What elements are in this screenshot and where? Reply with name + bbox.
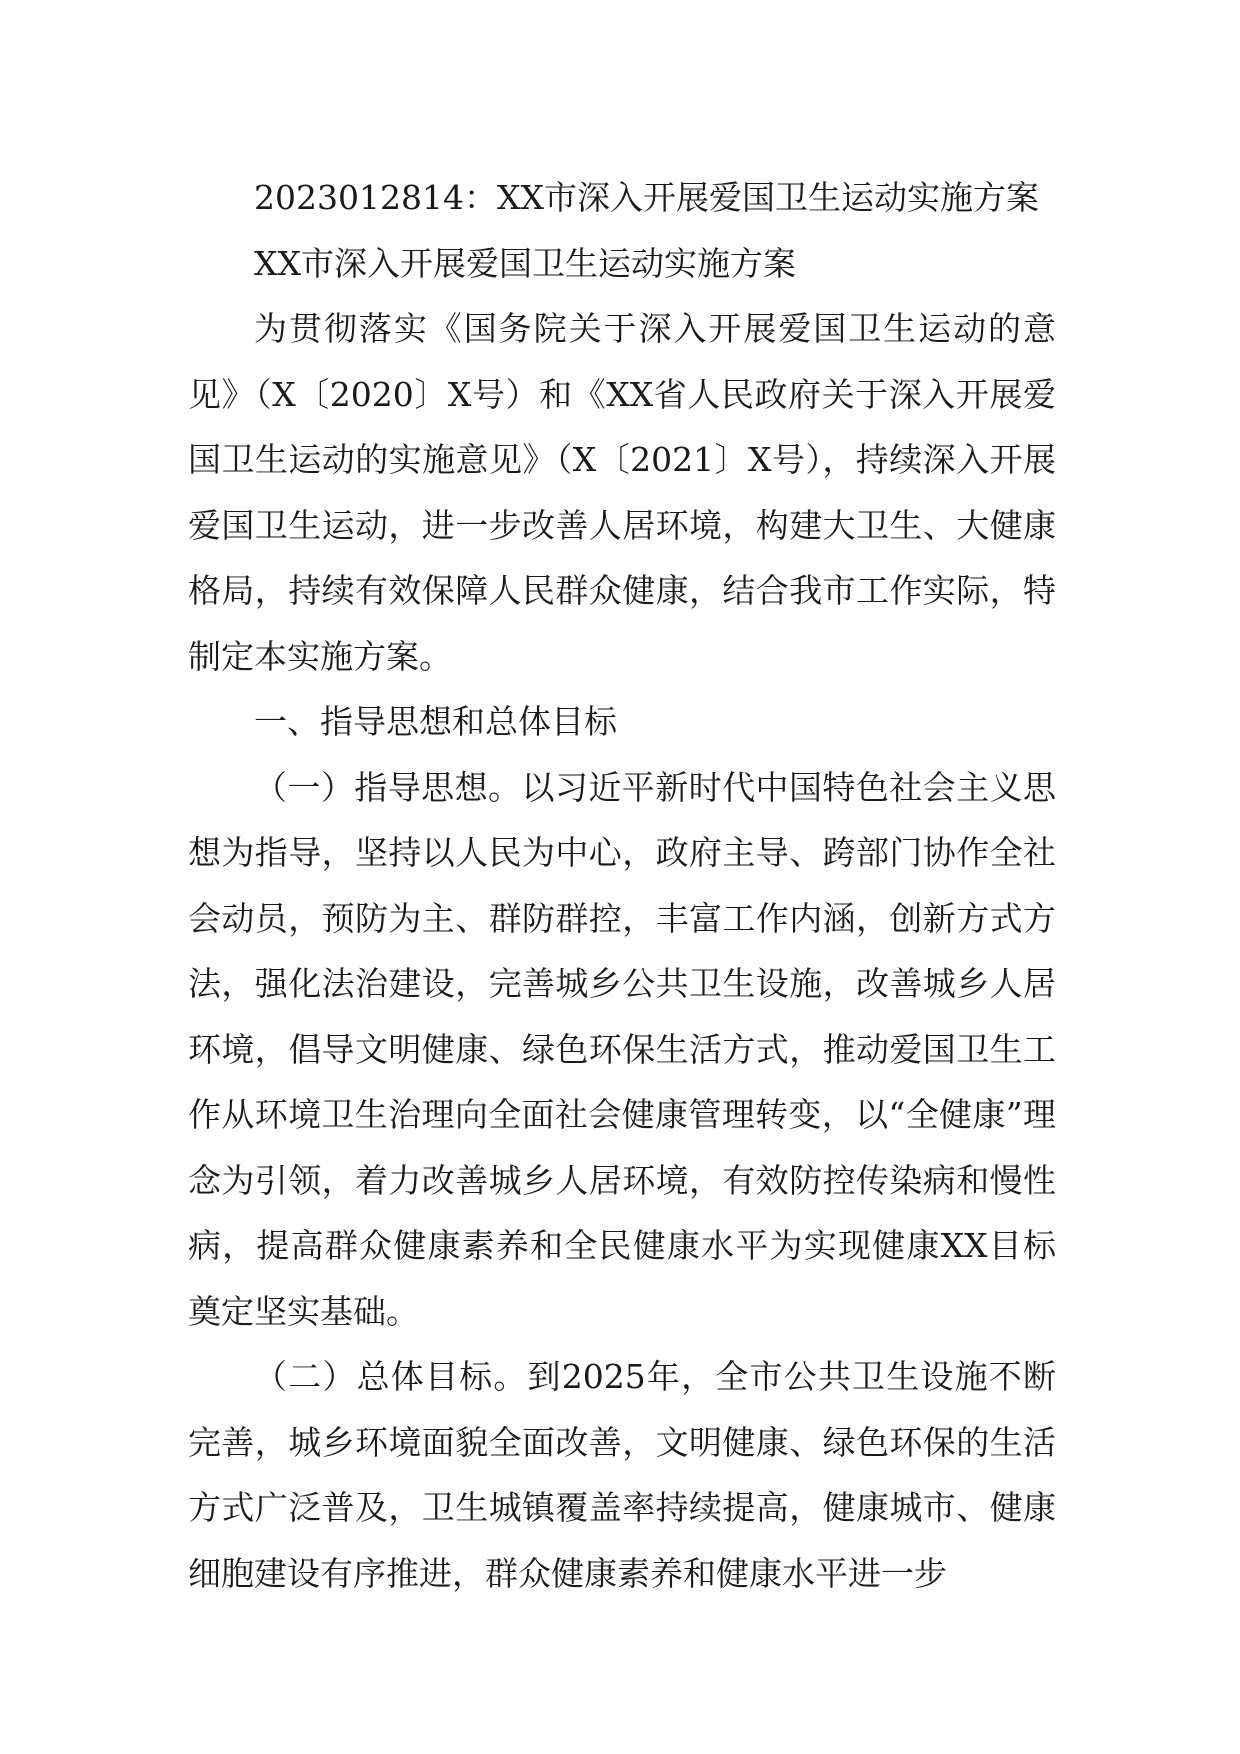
overall-goal-paragraph: （二）总体目标。到2025年，全市公共卫生设施不断完善，城乡环境面貌全面改善，文明健康、绿色环保的生活方式广泛普及，卫生城镇覆盖率持续提高，健康城市、健康细胞建设有序推进，群众健康素养和健康水平进一步: [188, 1357, 1056, 1593]
header-line: 2023012814：XX市深入开展爱国卫生运动实施方案: [254, 178, 1039, 217]
document-title: XX市深入开展爱国卫生运动实施方案: [254, 243, 796, 283]
document-body: [188, 165, 1056, 1606]
intro-paragraph: 为贯彻落实《国务院关于深入开展爱国卫生运动的意见》（X〔2020〕X号）和《XX省人民政府关于深入开展爱国卫生运动的实施意见》（X〔2021〕X号），持续深入开展爱国卫生运动，进一步改善人居环境，构建大卫生、大健康格局，持续有效保障人民群众健康，结合我市工作实际，特制定本实施方案。: [188, 309, 1056, 676]
section-heading: 一、指导思想和总体目标: [254, 702, 617, 741]
guiding-thought-paragraph: （一）指导思想。以习近平新时代中国特色社会主义思想为指导，坚持以人民为中心，政府主导、跨部门协作全社会动员，预防为主、群防群控，丰富工作内涵，创新方式方法，强化法治建设，完善城乡公共卫生设施，改善城乡人居环境，倡导文明健康、绿色环保生活方式，推动爱国卫生工作从环境卫生治理向全面社会健康管理转变，以“全健康”理念为引领，着力改善城乡人居环境，有效防控传染病和慢性病，提高群众健康素养和全民健康水平为实现健康XX目标奠定坚实基础。: [188, 767, 1056, 1331]
